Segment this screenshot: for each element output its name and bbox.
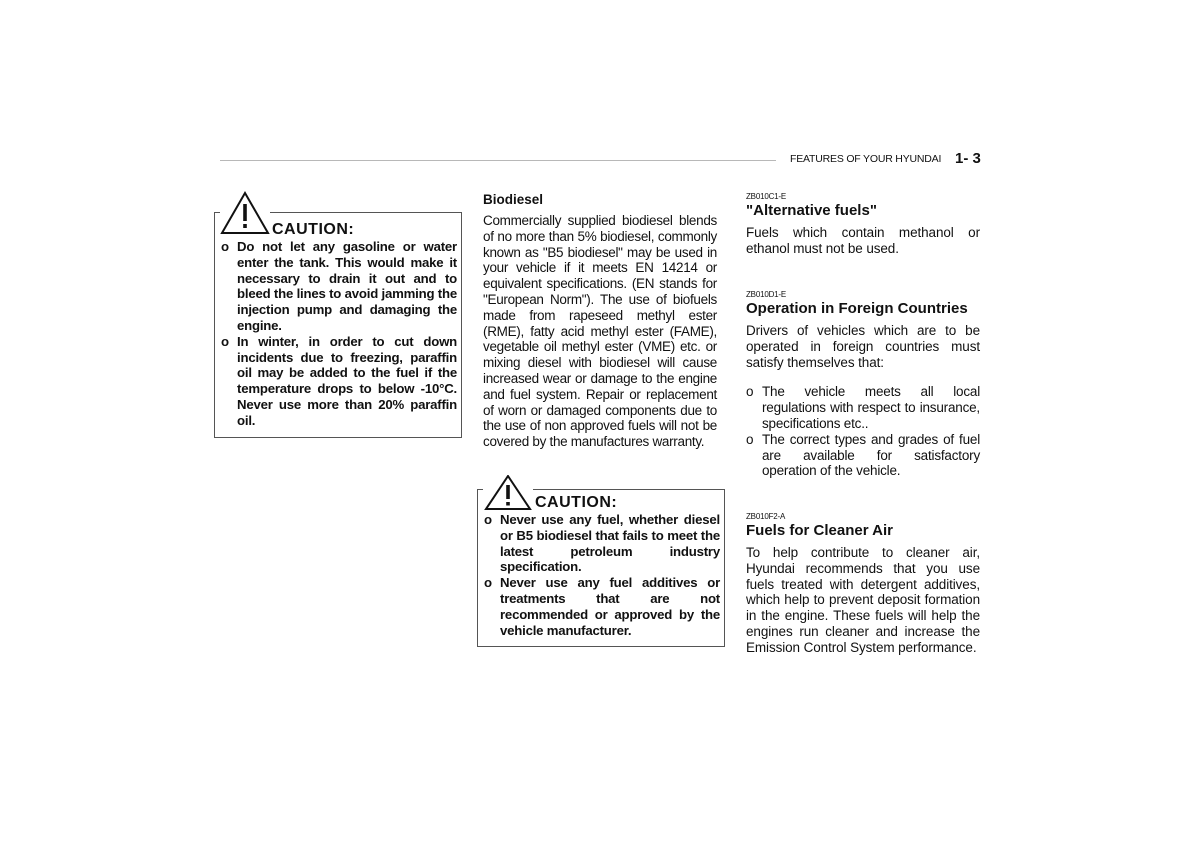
bullet: o <box>484 575 492 591</box>
section-title: Fuels for Cleaner Air <box>746 522 893 539</box>
warning-triangle-icon <box>483 475 533 511</box>
caution-box-biodiesel <box>477 489 725 647</box>
caution-title: CAUTION: <box>535 494 618 511</box>
caution-text: Do not let any gasoline or water enter the tank. This would make it necessary to drain it out and to bleed the lines to avoid jamming the injection pump and damaging the engine. <box>237 239 457 333</box>
bullet: o <box>221 333 229 349</box>
running-header: FEATURES OF YOUR HYUNDAI <box>790 153 942 165</box>
list-item-text: The correct types and grades of fuel are available for satisfactory operation of the vehicle. <box>762 431 980 479</box>
section-list <box>746 384 980 479</box>
caution-text: Never use any fuel, whether diesel or B5 biodiesel that fails to meet the latest petroleum industry specification. <box>500 512 720 575</box>
caution-text: In winter, in order to cut down incidents due to freezing, paraffin oil may be added to the fuel if the temperature drops to below -10°C. Never use more than 20% paraffin oil. <box>237 333 457 428</box>
section-body: Drivers of vehicles which are to be operated in foreign countries must satisfy themselves that: <box>746 323 980 370</box>
bullet: o <box>746 384 754 400</box>
section-title: "Alternative fuels" <box>746 202 877 219</box>
section-foreign-countries <box>746 290 980 479</box>
section-alternative-fuels <box>746 192 980 257</box>
section-title: Operation in Foreign Countries <box>746 300 968 317</box>
section-body: To help contribute to cleaner air, Hyundai recommends that you use fuels treated with detergent additives, which help to prevent deposit formation in the engine. These fuels will help the engines run cleaner and increase the Emission Control System performance. <box>746 545 980 655</box>
bullet: o <box>746 431 754 447</box>
biodiesel-heading: Biodiesel <box>483 192 544 207</box>
caution-item <box>221 334 457 429</box>
section-code: ZB010F2-A <box>746 512 786 521</box>
section-body: Fuels which contain methanol or ethanol must not be used. <box>746 225 980 256</box>
section-code: ZB010D1-E <box>746 290 786 299</box>
bullet: o <box>484 512 492 527</box>
caution-item <box>484 575 720 638</box>
caution-title: CAUTION: <box>272 221 355 238</box>
caution-text: Never use any fuel additives or treatments that are not recommended or approved by the vehicle manufacturer. <box>500 575 720 638</box>
section-code: ZB010C1-E <box>746 192 786 201</box>
caution-list <box>484 512 720 638</box>
caution-item <box>484 512 720 575</box>
caution-box-fuel-tank <box>214 212 462 438</box>
list-item-text: The vehicle meets all local regulations with respect to insurance, specifications etc.. <box>762 384 980 431</box>
warning-triangle-icon <box>220 191 270 235</box>
bullet: o <box>221 239 229 254</box>
biodiesel-body: Commercially supplied biodiesel blends of no more than 5% biodiesel, commonly known as "B5 biodiesel" may be used in your vehicle if it meets EN 14214 or equivalent specifications. (EN stands for "European Norm"). The use of biofuels made from rapeseed methyl ester (RME), fatty acid methyl ester (FAME), vegetable oil methyl ester (VME) etc. or mixing diesel with biodiesel will cause increased wear or damage to the engine and fuel system. Repair or replacement of worn or damaged components due to the use of non approved fuels will not be covered by the manufactures warranty. <box>483 213 717 450</box>
caution-item <box>221 239 457 334</box>
header-rule <box>220 160 776 161</box>
page-number: 1- 3 <box>955 150 981 167</box>
caution-list <box>221 239 457 429</box>
list-item <box>746 384 980 431</box>
section-cleaner-air <box>746 512 980 656</box>
list-item <box>746 432 980 479</box>
